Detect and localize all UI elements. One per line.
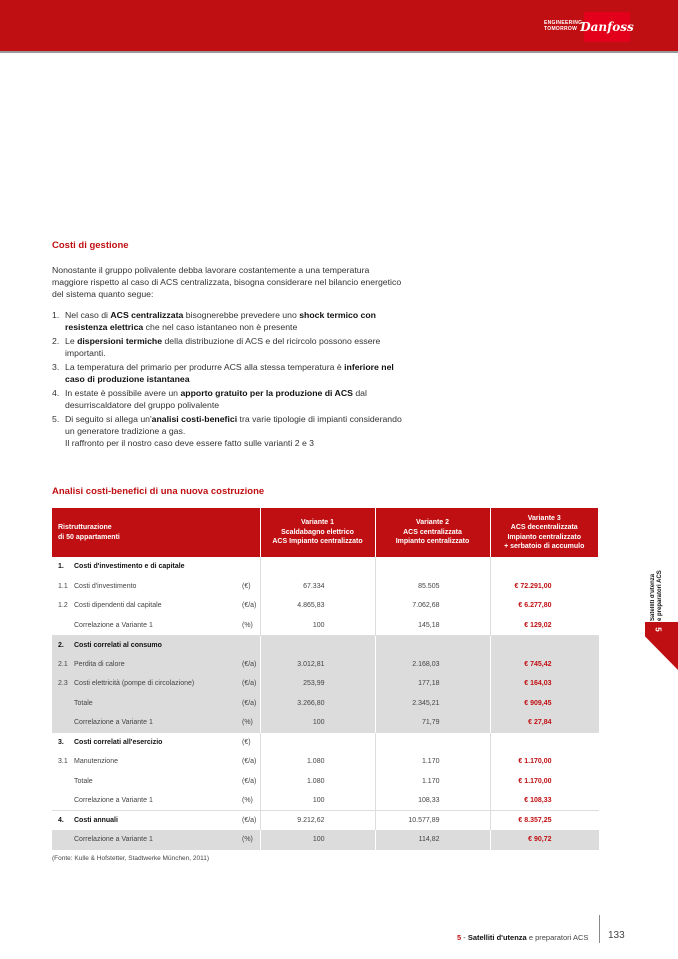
variant-3-value: € 1.170,00 bbox=[518, 777, 552, 785]
row-unit: (€/a) bbox=[242, 772, 260, 792]
variant-3-value bbox=[490, 635, 599, 655]
table-row bbox=[52, 635, 599, 655]
variant-1-value: 100 bbox=[260, 791, 375, 811]
table-title: Analisi costi-benefici di una nuova costruzione bbox=[52, 486, 265, 497]
row-unit: (€/a) bbox=[242, 752, 260, 772]
table-row bbox=[52, 655, 599, 675]
row-label: 2.3 Costi elettricità (pompe di circolazione) bbox=[52, 674, 242, 694]
row-label: Correlazione a Variante 1 bbox=[52, 830, 242, 850]
table-row bbox=[52, 713, 599, 733]
variant-1-value: 67.334 bbox=[260, 577, 375, 597]
table-row bbox=[52, 694, 599, 714]
variant-2-value: 145,18 bbox=[375, 616, 490, 636]
list-item: 3. La temperatura del primario per produrre ACS alla stessa temperatura è inferiore nel caso di produzione istantanea bbox=[52, 362, 394, 384]
row-unit: (€/a) bbox=[242, 596, 260, 616]
variant-2-value: 85.505 bbox=[375, 577, 490, 597]
variant-1-value: 3.266,80 bbox=[260, 694, 375, 714]
header-bar bbox=[0, 0, 678, 53]
variant-1-value: 4.865,83 bbox=[260, 596, 375, 616]
column-header: Ristrutturazione di 50 appartamenti bbox=[52, 508, 260, 557]
list-item: 4. In estate è possibile avere un apporto gratuito per la produzione di ACS dal desurriscaldatore del gruppo polivalente bbox=[52, 388, 367, 410]
row-label: 2.1 Perdita di calore bbox=[52, 655, 242, 675]
column-header: Variante 1 Scaldabagno elettrico ACS Impianto centralizzato bbox=[260, 508, 375, 557]
list-item: 5. Di seguito si allega un'analisi costi-benefici tra varie tipologie di impianti considerando un generatore tradizione a gas. Il raffronto per il nostro caso deve essere fatto sulle varianti 2 e 3 bbox=[52, 414, 402, 448]
table-row bbox=[52, 772, 599, 792]
row-unit: (%) bbox=[242, 791, 260, 811]
section-title: Costi di gestione bbox=[52, 240, 129, 251]
row-unit bbox=[242, 635, 260, 655]
variant-3-value: € 72.291,00 bbox=[514, 582, 552, 590]
row-label: 3.1 Manutenzione bbox=[58, 758, 118, 766]
row-label: Correlazione a Variante 1 bbox=[52, 713, 242, 733]
page-number: 133 bbox=[608, 930, 625, 941]
variant-1-value bbox=[260, 635, 375, 655]
variant-3-value: € 1.170,00 bbox=[518, 758, 552, 766]
tagline: ENGINEERING TOMORROW bbox=[544, 20, 583, 32]
variant-3-value bbox=[490, 733, 599, 753]
danfoss-logo: Danfoss bbox=[584, 12, 630, 42]
table-row bbox=[52, 733, 599, 753]
intro-paragraph: Nonostante il gruppo polivalente debba lavorare costantemente a una temperatura maggiore rispetto al caso di ACS centralizzata, bisogna considerare nel bilancio energetico del sistema quanto segue: bbox=[52, 265, 402, 299]
variant-1-value bbox=[260, 733, 375, 753]
variant-3-value: € 90,72 bbox=[490, 830, 599, 850]
row-label: Correlazione a Variante 1 bbox=[74, 797, 153, 804]
variant-2-value: 114,82 bbox=[375, 830, 490, 850]
variant-3-value: € 6.277,80 bbox=[518, 602, 552, 610]
table-row bbox=[52, 577, 599, 597]
table-row bbox=[52, 674, 599, 694]
side-tab-label: Satelliti d'utenza e preparatori ACS bbox=[650, 570, 663, 621]
row-label: Totale bbox=[52, 694, 242, 714]
variant-3-value: € 164,03 bbox=[490, 674, 599, 694]
variant-1-value: 3.012,81 bbox=[260, 655, 375, 675]
list-item: 2. Le dispersioni termiche della distribuzione di ACS e del ricircolo possono essere importanti. bbox=[52, 336, 381, 358]
row-unit: (%) bbox=[242, 616, 260, 636]
row-label: 2. Costi correlati al consumo bbox=[52, 635, 242, 655]
table-row bbox=[52, 791, 599, 811]
table-row bbox=[52, 557, 599, 577]
variant-2-value: 108,33 bbox=[375, 791, 490, 811]
row-label: 4. Costi annuali bbox=[52, 811, 242, 831]
variant-2-value bbox=[375, 733, 490, 753]
considerations-list bbox=[52, 309, 412, 451]
row-unit: (€/a) bbox=[242, 655, 260, 675]
row-unit: (€/a) bbox=[242, 694, 260, 714]
variant-3-value: € 129,02 bbox=[524, 621, 552, 629]
variant-1-value: 253,99 bbox=[260, 674, 375, 694]
row-unit: (€/a) bbox=[242, 674, 260, 694]
table-row bbox=[52, 616, 599, 636]
variant-3-value: € 108,33 bbox=[524, 797, 552, 804]
column-header: Variante 2 ACS centralizzata Impianto centralizzato bbox=[375, 508, 490, 557]
chapter-tab-number: 5 bbox=[653, 627, 663, 632]
row-label: Correlazione a Variante 1 bbox=[74, 621, 153, 629]
variant-3-value: € 27,84 bbox=[490, 713, 599, 733]
variant-1-value: 100 bbox=[260, 713, 375, 733]
variant-2-value: 10.577,89 bbox=[375, 811, 490, 831]
footer-divider bbox=[599, 915, 600, 943]
table-row bbox=[52, 752, 599, 772]
row-unit: (€) bbox=[242, 577, 260, 597]
variant-3-value: € 909,45 bbox=[490, 694, 599, 714]
row-unit: (%) bbox=[242, 830, 260, 850]
variant-1-value: 1.080 bbox=[260, 772, 375, 792]
variant-2-value: 7.062,68 bbox=[375, 596, 490, 616]
table-row bbox=[52, 830, 599, 850]
variant-1-value: 100 bbox=[260, 830, 375, 850]
variant-2-value: 1.170 bbox=[375, 752, 490, 772]
cost-benefit-table bbox=[52, 508, 599, 850]
variant-3-value bbox=[490, 557, 599, 577]
variant-2-value: 1.170 bbox=[375, 772, 490, 792]
list-item: 1. Nel caso di ACS centralizzata bisognerebbe prevedere uno shock termico con resistenza elettrica che nel caso istantaneo non è presente bbox=[52, 310, 376, 332]
variant-1-value: 1.080 bbox=[260, 752, 375, 772]
row-unit: (%) bbox=[242, 713, 260, 733]
variant-1-value: 100 bbox=[260, 616, 375, 636]
variant-2-value bbox=[375, 635, 490, 655]
table-row bbox=[52, 596, 599, 616]
row-unit: (€) bbox=[242, 733, 260, 753]
variant-2-value: 2.168,03 bbox=[375, 655, 490, 675]
variant-2-value: 177,18 bbox=[375, 674, 490, 694]
row-unit: (€/a) bbox=[242, 811, 260, 831]
row-label: 3. Costi correlati all'esercizio bbox=[52, 733, 242, 753]
variant-2-value bbox=[375, 557, 490, 577]
variant-3-value: € 745,42 bbox=[490, 655, 599, 675]
row-unit bbox=[242, 557, 260, 577]
column-header: Variante 3 ACS decentralizzata Impianto centralizzato + serbatoio di accumulo bbox=[490, 508, 599, 557]
variant-2-value: 2.345,21 bbox=[375, 694, 490, 714]
row-label: 1.2 Costi dipendenti dal capitale bbox=[58, 602, 162, 610]
source-note: (Fonte: Kulle & Hofstetter, Stadtwerke München, 2011) bbox=[52, 855, 210, 862]
variant-1-value bbox=[260, 557, 375, 577]
variant-2-value: 71,79 bbox=[375, 713, 490, 733]
table-row bbox=[52, 811, 599, 831]
row-label: 1.1 Costi d'investimento bbox=[58, 582, 137, 590]
row-label: Totale bbox=[74, 777, 93, 785]
footer-chapter: 5 - Satelliti d'utenza e preparatori ACS bbox=[457, 933, 589, 942]
row-label: 1. Costi d'investimento e di capitale bbox=[58, 563, 185, 571]
variant-1-value: 9.212,62 bbox=[260, 811, 375, 831]
variant-3-value: € 8.357,25 bbox=[490, 811, 599, 831]
